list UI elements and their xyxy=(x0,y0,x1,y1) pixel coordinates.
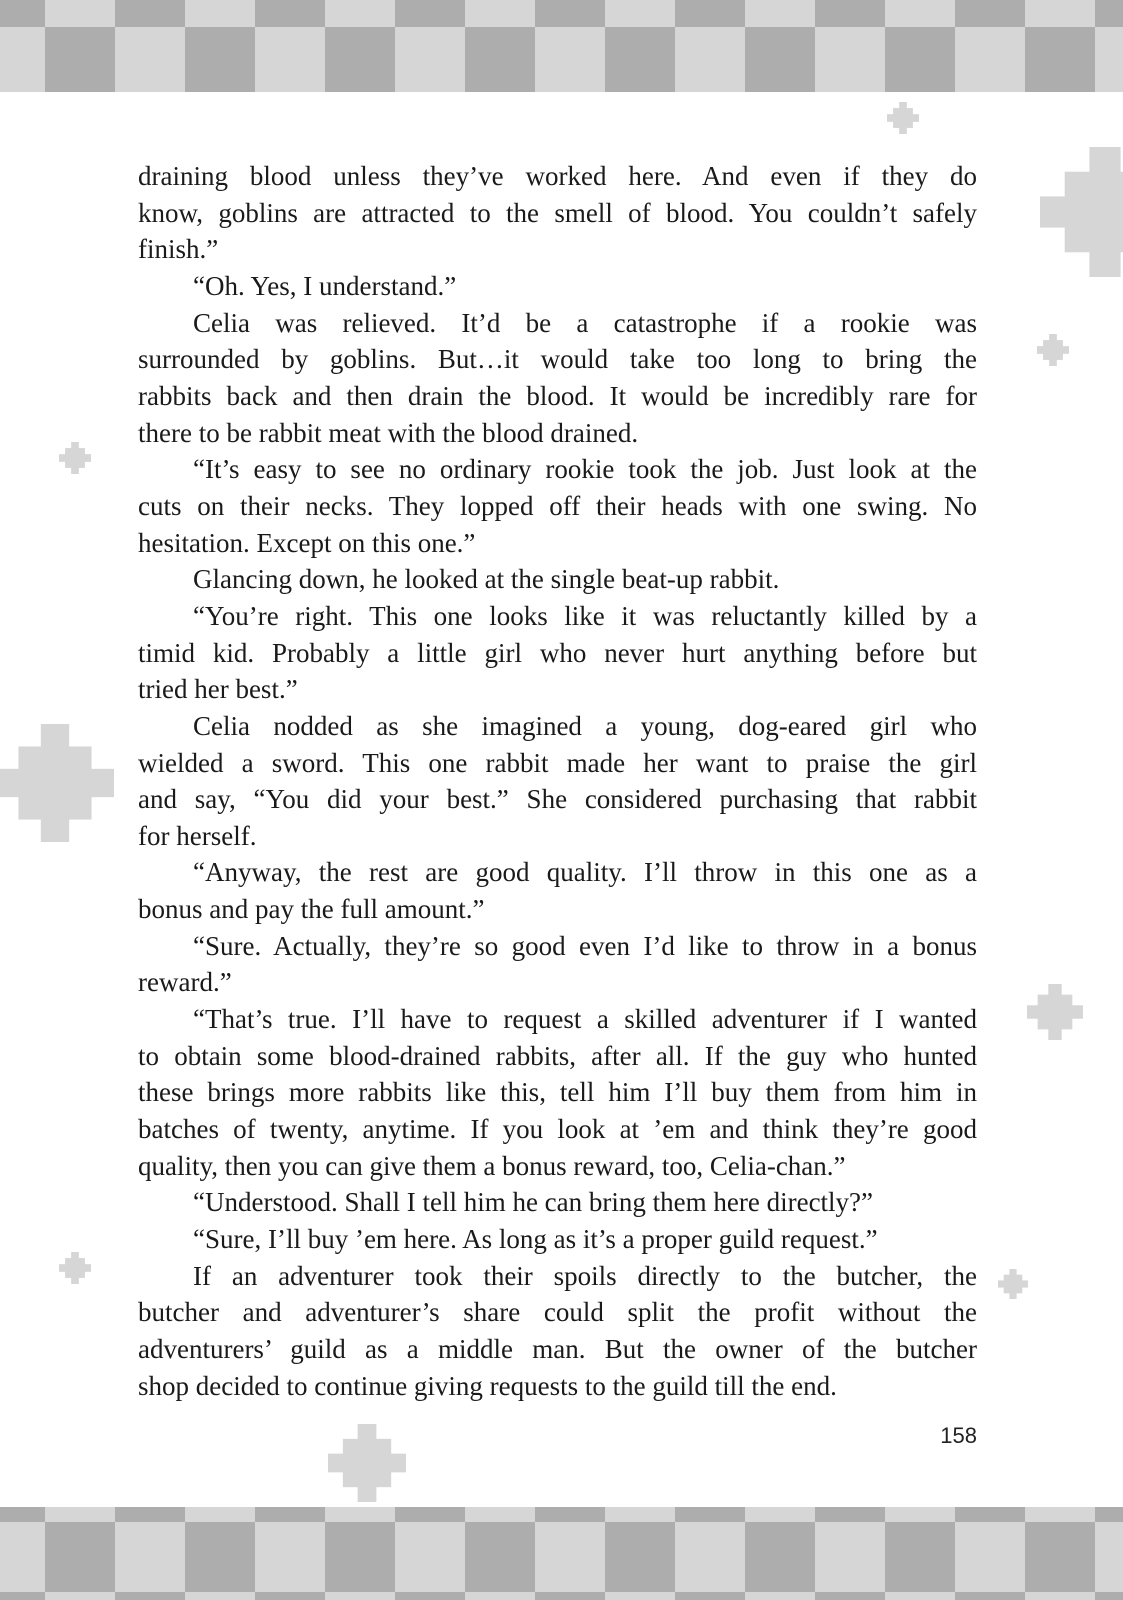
checker-tile xyxy=(815,1507,885,1522)
sparkle-icon xyxy=(59,442,91,474)
checker-tile xyxy=(885,27,955,92)
text-line: for herself. xyxy=(138,820,257,851)
checker-tile xyxy=(255,1522,325,1592)
checker-tile xyxy=(115,1522,185,1592)
checker-tile xyxy=(325,1507,395,1522)
text-line: Celia was relieved. It’d be a catastrophe if a rookie was xyxy=(193,307,977,338)
checker-tile xyxy=(885,1592,955,1600)
checker-tile xyxy=(535,1592,605,1600)
checker-tile xyxy=(325,27,395,92)
checker-tile xyxy=(605,27,675,92)
sparkle-icon xyxy=(328,1424,406,1502)
text-line: “Oh. Yes, I understand.” xyxy=(193,270,457,301)
checker-tile xyxy=(1095,27,1123,92)
checker-tile xyxy=(815,1522,885,1592)
sparkle-icon xyxy=(59,1252,91,1284)
checker-tile xyxy=(955,27,1025,92)
text-line: “Sure. Actually, they’re so good even I’d like to throw in a bonus xyxy=(193,930,977,961)
text-line: Celia nodded as she imagined a young, dog-eared girl who xyxy=(193,710,977,741)
checker-tile xyxy=(1025,1592,1095,1600)
checker-tile xyxy=(45,0,115,27)
checker-tile xyxy=(45,1592,115,1600)
text-line: adventurers’ guild as a middle man. But the owner of the butcher xyxy=(138,1334,977,1364)
text-line: “That’s true. I’ll have to request a skilled adventurer if I wanted xyxy=(193,1004,977,1035)
checker-tile xyxy=(815,0,885,27)
text-line: “Anyway, the rest are good quality. I’ll throw in this one as a xyxy=(193,857,977,888)
text-line: surrounded by goblins. But…it would take too long to bring the xyxy=(138,344,977,375)
checker-tile xyxy=(815,27,885,92)
checker-tile xyxy=(535,1507,605,1522)
text-line: bonus and pay the full amount.” xyxy=(138,894,485,925)
checker-tile xyxy=(745,27,815,92)
checker-tile xyxy=(0,1522,45,1592)
text-line: there to be rabbit meat with the blood drained. xyxy=(138,417,639,448)
checker-tile xyxy=(885,1507,955,1522)
checker-tile xyxy=(465,1592,535,1600)
sparkle-icon xyxy=(998,1269,1028,1299)
checker-tile xyxy=(955,1592,1025,1600)
text-line: If an adventurer took their spoils directly to the butcher, the xyxy=(193,1260,977,1291)
checker-tile xyxy=(745,0,815,27)
checker-tile xyxy=(395,1592,465,1600)
checker-tile xyxy=(885,1522,955,1592)
checker-tile xyxy=(255,0,325,27)
checker-tile xyxy=(45,1507,115,1522)
checker-tile xyxy=(395,1507,465,1522)
text-line: to obtain some blood-drained rabbits, after all. If the guy who hunted xyxy=(138,1040,977,1071)
checker-tile xyxy=(535,27,605,92)
checker-tile xyxy=(465,27,535,92)
checker-tile xyxy=(465,1522,535,1592)
checker-tile xyxy=(325,0,395,27)
checker-tile xyxy=(185,1507,255,1522)
checker-tile xyxy=(395,1522,465,1592)
checker-tile xyxy=(1025,1522,1095,1592)
checker-tile xyxy=(115,27,185,92)
sparkle-icon xyxy=(1027,984,1083,1040)
text-line: tried her best.” xyxy=(138,674,298,705)
checker-tile xyxy=(815,1592,885,1600)
text-line: timid kid. Probably a little girl who never hurt anything before but xyxy=(138,637,977,668)
checker-tile xyxy=(605,1507,675,1522)
sparkle-icon xyxy=(1037,334,1069,366)
checker-tile xyxy=(1025,1507,1095,1522)
sparkle-icon xyxy=(1040,147,1123,277)
checker-tile xyxy=(0,1592,45,1600)
text-line: “Sure, I’ll buy ’em here. As long as it’s a proper guild request.” xyxy=(193,1224,878,1255)
checker-tile xyxy=(1025,27,1095,92)
checker-tile xyxy=(605,0,675,27)
text-line: “You’re right. This one looks like it was reluctantly killed by a xyxy=(193,600,977,631)
checker-tile xyxy=(45,1522,115,1592)
text-line: draining blood unless they’ve worked here. And even if they do xyxy=(138,161,977,191)
checker-tile xyxy=(185,0,255,27)
page-number: 158 xyxy=(940,1423,977,1448)
text-line: and say, “You did your best.” She considered purchasing that rabbit xyxy=(138,784,977,815)
text-line: cuts on their necks. They lopped off their heads with one swing. No xyxy=(138,490,977,521)
text-line: finish.” xyxy=(138,234,219,265)
checker-tile xyxy=(955,1522,1025,1592)
checker-tile xyxy=(465,1507,535,1522)
checker-tile xyxy=(465,0,535,27)
checker-tile xyxy=(0,1507,45,1522)
sparkle-icon xyxy=(0,724,114,842)
checker-tile xyxy=(535,0,605,27)
checker-tile xyxy=(745,1592,815,1600)
checker-tile xyxy=(115,1592,185,1600)
checker-tile xyxy=(535,1522,605,1592)
checker-tile xyxy=(255,1592,325,1600)
text-line: wielded a sword. This one rabbit made her want to praise the girl xyxy=(138,747,977,778)
text-line: hesitation. Except on this one.” xyxy=(138,527,476,558)
checker-tile xyxy=(605,1522,675,1592)
checker-tile xyxy=(255,27,325,92)
checker-tile xyxy=(325,1592,395,1600)
checker-tile xyxy=(675,1592,745,1600)
checker-tile xyxy=(45,27,115,92)
checker-tile xyxy=(0,27,45,92)
checker-tile xyxy=(885,0,955,27)
checker-tile xyxy=(0,0,45,27)
checker-tile xyxy=(115,0,185,27)
checker-tile xyxy=(395,27,465,92)
text-line: rabbits back and then drain the blood. It would be incredibly rare for xyxy=(138,380,977,411)
text-line: quality, then you can give them a bonus reward, too, Celia-chan.” xyxy=(138,1150,846,1181)
checker-tile xyxy=(745,1522,815,1592)
checker-tile xyxy=(605,1592,675,1600)
checker-tile xyxy=(395,0,465,27)
checker-tile xyxy=(675,1522,745,1592)
checker-tile xyxy=(675,27,745,92)
text-line: butcher and adventurer’s share could split the profit without the xyxy=(138,1297,977,1328)
checker-tile xyxy=(675,0,745,27)
checker-tile xyxy=(115,1507,185,1522)
checker-tile xyxy=(185,27,255,92)
checker-tile xyxy=(1095,1592,1123,1600)
checker-tile xyxy=(325,1522,395,1592)
checker-tile xyxy=(1095,1507,1123,1522)
checker-tile xyxy=(955,0,1025,27)
text-line: shop decided to continue giving requests to the guild till the end. xyxy=(138,1370,837,1401)
body-text xyxy=(138,158,977,1404)
text-line: these brings more rabbits like this, tell him I’ll buy them from him in xyxy=(138,1077,977,1108)
checker-tile xyxy=(675,1507,745,1522)
checker-tile xyxy=(955,1507,1025,1522)
text-line: reward.” xyxy=(138,967,232,998)
checker-tile xyxy=(1025,0,1095,27)
checker-tile xyxy=(1095,0,1123,27)
sparkle-icon xyxy=(887,102,919,134)
text-line: “Understood. Shall I tell him he can bring them here directly?” xyxy=(193,1187,874,1218)
text-line: “It’s easy to see no ordinary rookie took the job. Just look at the xyxy=(193,454,977,485)
checker-tile xyxy=(1095,1522,1123,1592)
text-line: know, goblins are attracted to the smell of blood. You couldn’t safely xyxy=(138,197,977,228)
checker-tile xyxy=(745,1507,815,1522)
checker-tile xyxy=(255,1507,325,1522)
checker-tile xyxy=(185,1592,255,1600)
text-line: batches of twenty, anytime. If you look at ’em and think they’re good xyxy=(138,1114,977,1145)
checker-tile xyxy=(185,1522,255,1592)
text-line: Glancing down, he looked at the single beat-up rabbit. xyxy=(193,564,780,595)
